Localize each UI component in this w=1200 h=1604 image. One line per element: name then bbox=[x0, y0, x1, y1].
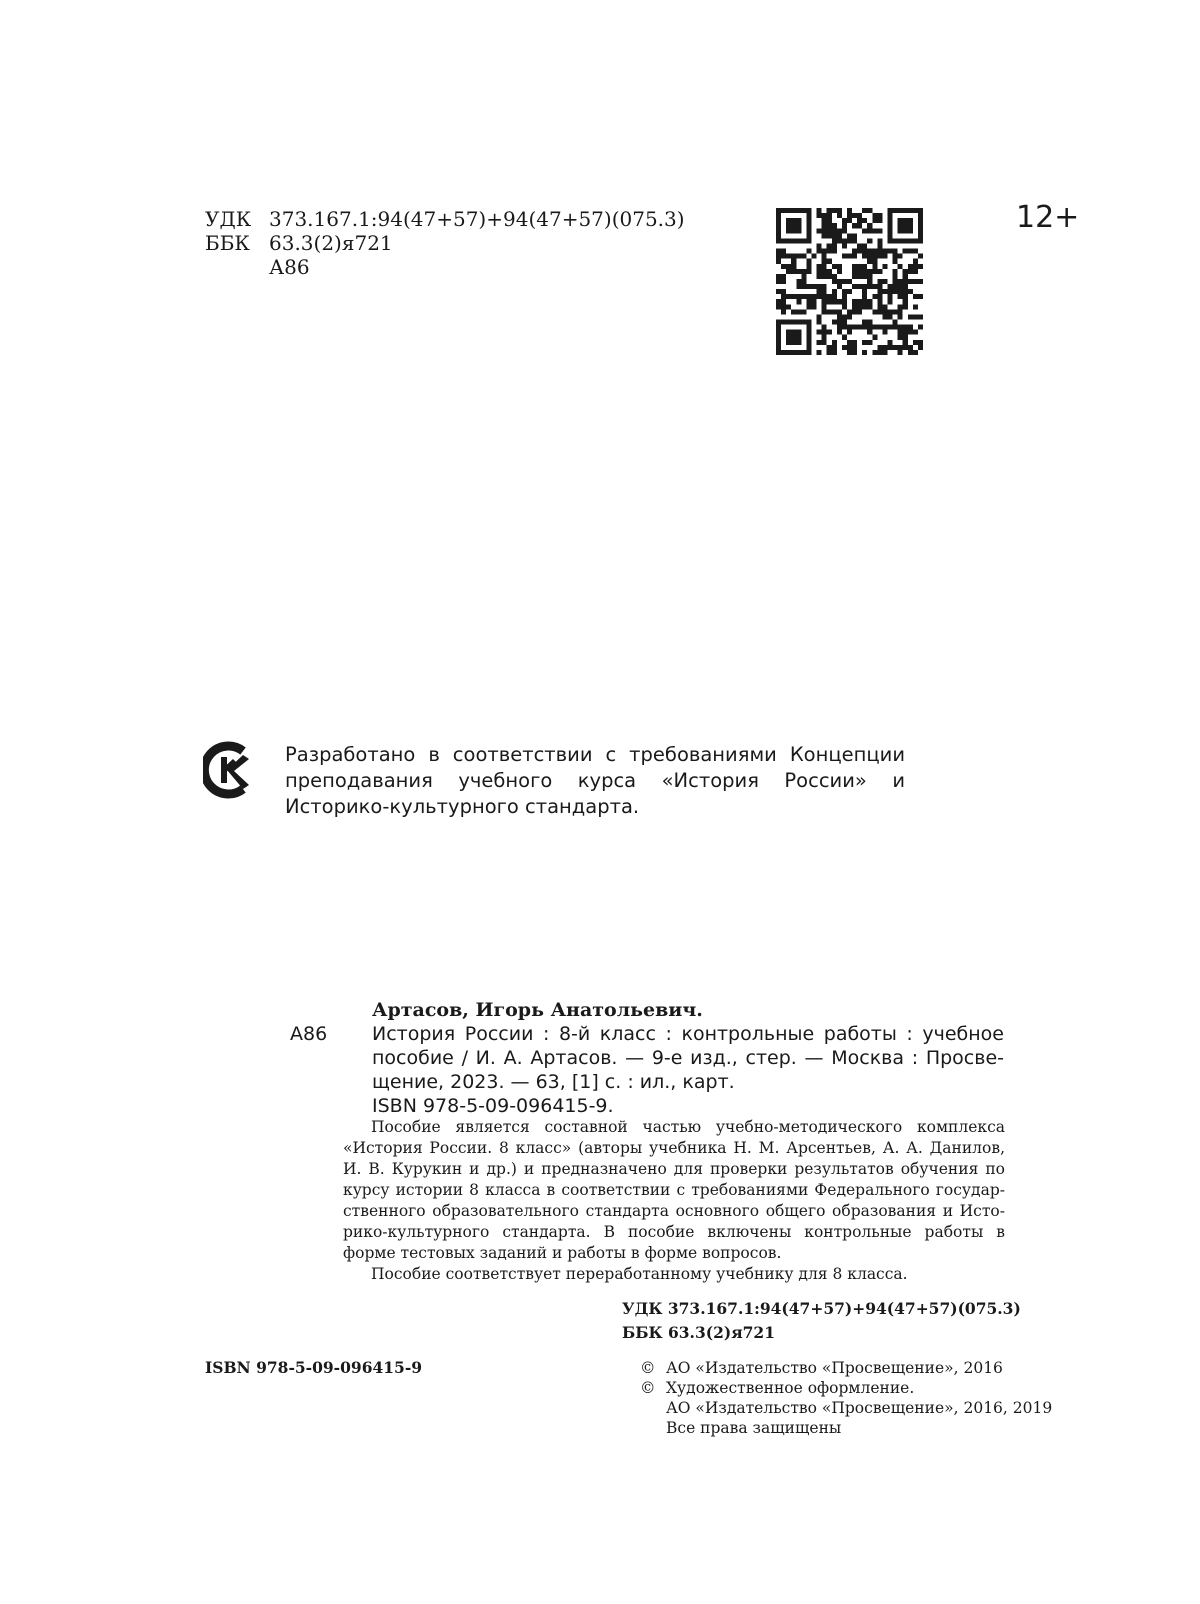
annotation-line: форме тестовых заданий и работы в форме вопросов. bbox=[343, 1244, 782, 1262]
annotation-line: рико-культурного стандарта. В пособие включены контрольные работы в bbox=[343, 1223, 1005, 1241]
classification-block bbox=[205, 207, 685, 279]
copyright-block bbox=[640, 1358, 1052, 1438]
bbk-row bbox=[205, 231, 685, 255]
catalog-line: История России : 8-й класс : контрольные работы : учебное bbox=[372, 1023, 1004, 1045]
development-note-line: преподавания учебного курса «История России» и bbox=[285, 769, 905, 792]
catalog-author: Артасов, Игорь Анатольевич. bbox=[372, 999, 703, 1021]
bbk-index: ББК 63.3(2)я721 bbox=[622, 1323, 775, 1342]
ik-standard-logo bbox=[203, 741, 255, 799]
annotation-line: Пособие является составной частью учебно-методического комплекса bbox=[371, 1118, 1005, 1136]
age-rating: 12+ bbox=[1016, 200, 1080, 235]
annotation bbox=[343, 1117, 1005, 1285]
copyright-line: Художественное оформление. bbox=[666, 1379, 915, 1397]
bbk-label: ББК bbox=[205, 231, 250, 255]
copyright-line: АО «Издательство «Просвещение», 2016, 2019 bbox=[666, 1399, 1053, 1417]
catalog-code: А86 bbox=[290, 1023, 328, 1045]
catalog-line: щение, 2023. — 63, [1] с. : ил., карт. bbox=[372, 1071, 735, 1093]
development-note bbox=[285, 742, 905, 820]
udk-label: УДК bbox=[205, 207, 252, 231]
annotation-line: ственного образовательного стандарта основного общего образования и Исто- bbox=[343, 1202, 1005, 1220]
qr-code-icon bbox=[776, 208, 923, 355]
catalog-description bbox=[372, 1022, 1004, 1118]
annotation-line: «История России. 8 класс» (авторы учебника Н. М. Арсентьев, А. А. Данилов, bbox=[343, 1139, 1005, 1157]
udk-index: УДК 373.167.1:94(47+57)+94(47+57)(075.3) bbox=[622, 1299, 1021, 1318]
udk-row bbox=[205, 207, 685, 231]
bbk-value: 63.3(2)я721 bbox=[269, 231, 393, 255]
catalog-line: ISBN 978-5-09-096415-9. bbox=[372, 1095, 614, 1117]
copyright-symbol: © bbox=[640, 1359, 656, 1377]
annotation-line: И. В. Курукин и др.) и предназначено для проверки результатов обучения по bbox=[343, 1160, 1005, 1178]
development-note-line: Разработано в соответствии с требованиями Концепции bbox=[285, 743, 905, 766]
index-block bbox=[622, 1297, 1021, 1345]
copyright-symbol: © bbox=[640, 1379, 656, 1397]
author-mark: А86 bbox=[269, 255, 310, 279]
author-mark-row bbox=[205, 255, 685, 279]
copyright-line: Все права защищены bbox=[666, 1419, 842, 1437]
development-note-line: Историко-культурного стандарта. bbox=[285, 795, 640, 818]
catalog-line: пособие / И. А. Артасов. — 9-е изд., стер. — Москва : Просве- bbox=[372, 1047, 1004, 1069]
annotation-line: курсу истории 8 класса в соответствии с требованиями Федерального государ- bbox=[343, 1181, 1005, 1199]
udk-value: 373.167.1:94(47+57)+94(47+57)(075.3) bbox=[269, 207, 685, 231]
isbn: ISBN 978-5-09-096415-9 bbox=[205, 1358, 423, 1377]
annotation-line: Пособие соответствует переработанному учебнику для 8 класса. bbox=[371, 1265, 908, 1283]
copyright-line: АО «Издательство «Просвещение», 2016 bbox=[666, 1359, 1003, 1377]
